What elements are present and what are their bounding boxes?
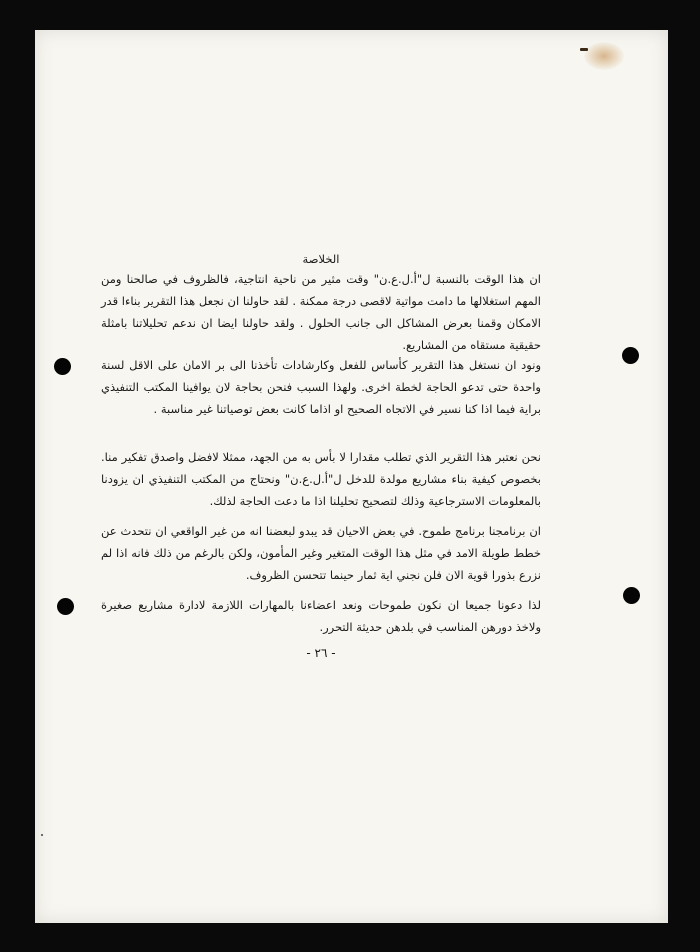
punch-hole xyxy=(54,358,71,375)
tape-fragment xyxy=(580,48,588,51)
punch-hole xyxy=(622,347,639,364)
paragraph-1: ان هذا الوقت بالنسبة ل"أ.ل.ع.ن" وقت مثير من ناحية انتاجية، فالظروف في صالحنا ومن المهم استغلالها ما دامت مواتية لاقصى درجة ممكنة . لقد حاولنا ان نجعل هذا التقرير بناءا قدر الامكان وقمنا بعرض المشاكل الى جانب الحلول . ولقد حاولنا ايضا ان ندعم تحليلاتنا بامثلة حقيقية مستقاه من المشاريع. xyxy=(101,272,541,352)
document-title: الخلاصة xyxy=(302,252,340,266)
paragraph-2: ونود ان نستغل هذا التقرير كأساس للفعل وكارشادات تأخذنا الى بر الامان على الاقل لسنة واحدة حتى تدعو الحاجة لخطة اخرى. ولهذا السبب فنحن بحاجة لان يوافينا المكتب التنفيذي براية فيما اذا كنا نسير في الاتجاه الصحيح او اذاما كانت بعض توصياتنا غير مناسبة . xyxy=(101,358,541,416)
page-number: - ٢٦ - xyxy=(306,646,336,660)
stain-mark xyxy=(584,42,624,70)
paragraph-3: نحن نعتبر هذا التقرير الذي تطلب مقدارا لا بأس به من الجهد، ممثلا لافضل واصدق تفكير منا. بخصوص كيفية بناء مشاريع مولدة للدخل ل"أ.ل.ع.ن" ونحتاج من المكتب التنفيذي ان يزودنا بالمعلومات الاسترجاعية وذلك لتصحيح تحليلنا اذا ما دعت الحاجة لذلك. xyxy=(101,450,541,508)
paragraph-4: ان برنامجنا برنامج طموح. في بعض الاحيان قد يبدو لبعضنا انه من غير الواقعي ان نتحدث عن خطط طويلة الامد في مثل هذا الوقت المتغير وغير المأمون، ولكن بالرغم من ذلك فانه اذا لم نزرع بذورا قوية الان فلن نجني اية ثمار حينما تتحسن الظروف. xyxy=(101,524,541,582)
punch-hole xyxy=(623,587,640,604)
paragraph-5: لذا دعونا جميعا ان نكون طموحات ونعد اعضاءنا بالمهارات اللازمة لادارة مشاريع صغيرة ولاخذ دورهن المناسب في بلدهن حديثة التحرر. xyxy=(101,598,541,634)
dust-speck xyxy=(41,834,43,836)
punch-hole xyxy=(57,598,74,615)
document-page xyxy=(35,30,668,923)
